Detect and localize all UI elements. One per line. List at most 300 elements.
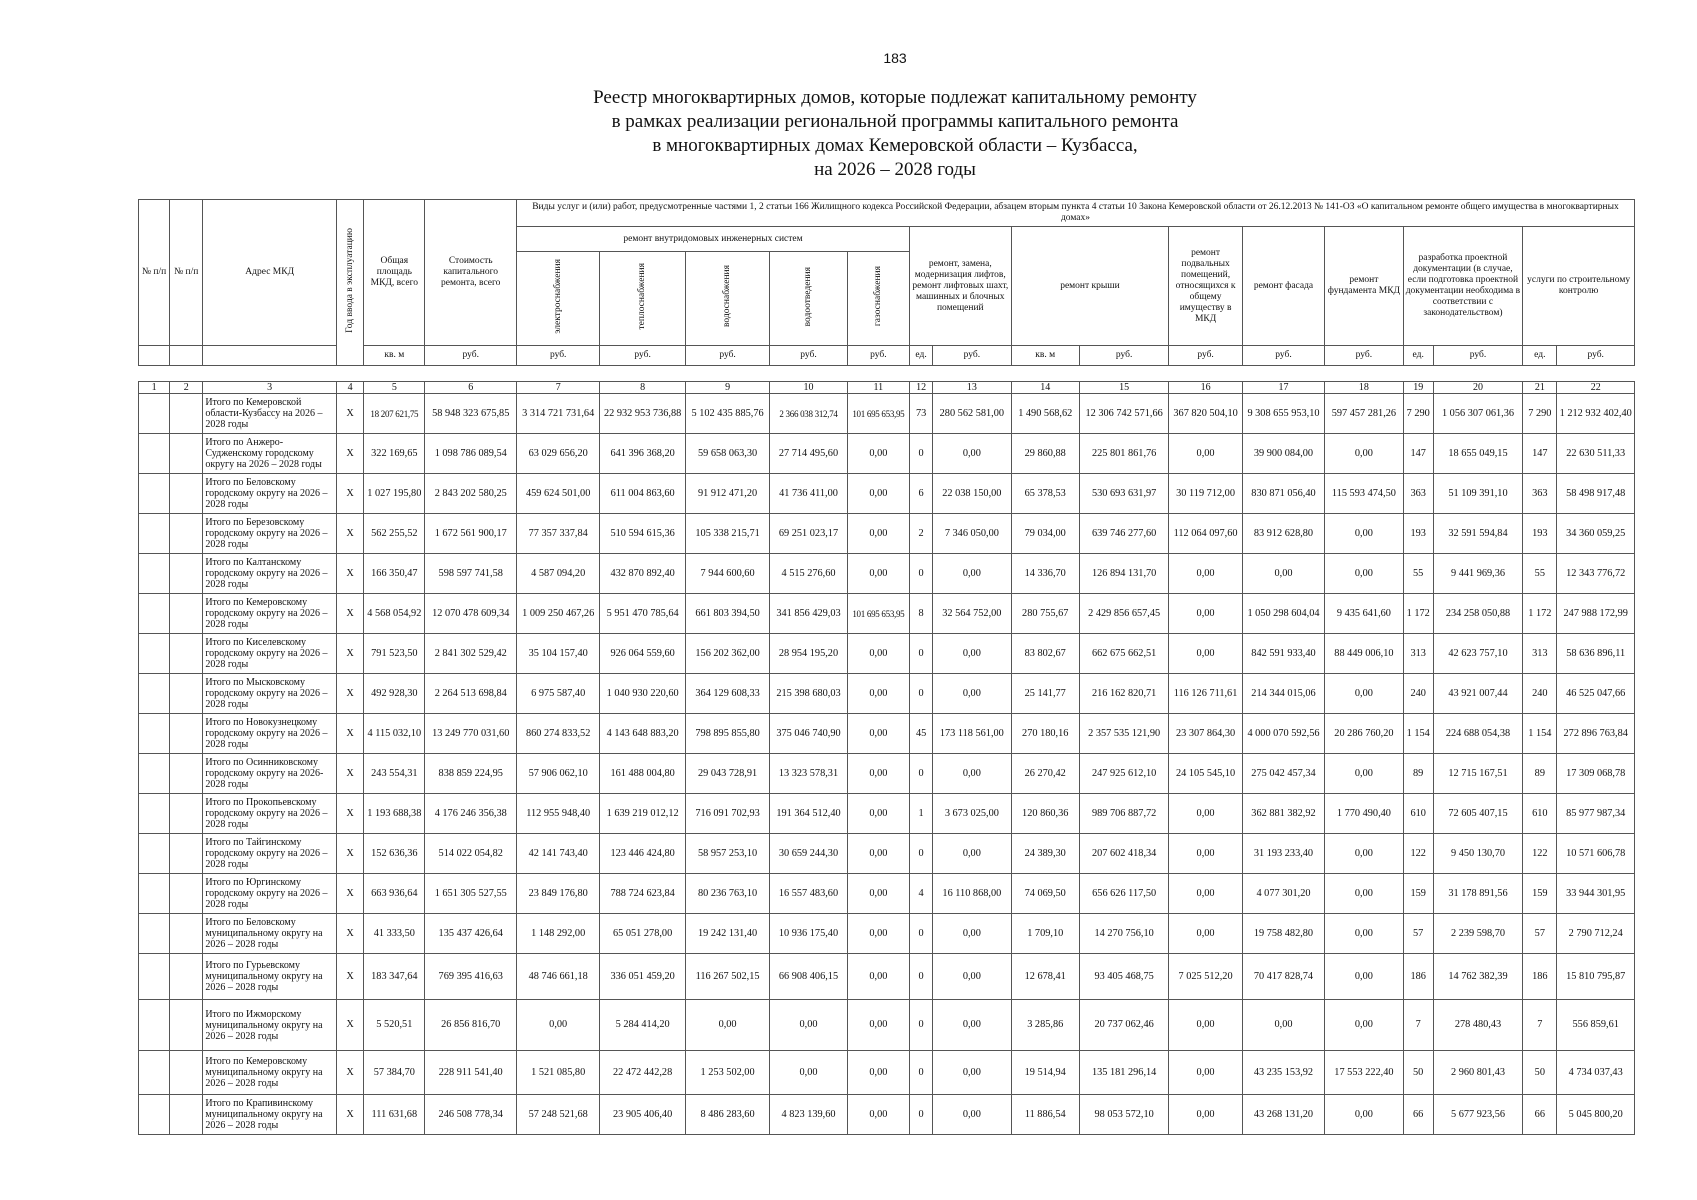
row-value-cell: 74 069,50 [1011, 874, 1079, 914]
row-value-cell [139, 754, 170, 794]
column-number-cell: 8 [600, 382, 685, 394]
row-address-cell: Итого по Новокузнецкому городскому округу на 2026 – 2028 годы [203, 714, 337, 754]
row-value-cell: 9 450 130,70 [1433, 834, 1522, 874]
row-value-cell: Х [337, 954, 364, 1000]
header-foundation: ремонт фундамента МКД [1325, 227, 1403, 346]
row-value-cell: 4 734 037,43 [1557, 1051, 1635, 1095]
row-value-cell: 1 154 [1523, 714, 1557, 754]
row-value-cell: 363 [1523, 474, 1557, 514]
row-value-cell: 1 154 [1403, 714, 1433, 754]
row-value-cell: 186 [1403, 954, 1433, 1000]
row-value-cell: 0,00 [1169, 434, 1242, 474]
row-value-cell: 173 118 561,00 [933, 714, 1011, 754]
row-value-cell [139, 714, 170, 754]
column-number-cell: 11 [847, 382, 909, 394]
header-electric-label: электроснабжения [552, 259, 563, 334]
row-value-cell: 0,00 [1169, 834, 1242, 874]
column-number-cell: 19 [1403, 382, 1433, 394]
row-value-cell [170, 594, 203, 634]
row-value-cell: 830 871 056,40 [1242, 474, 1324, 514]
unit-rub: руб. [1557, 346, 1635, 366]
row-value-cell: 10 571 606,78 [1557, 834, 1635, 874]
row-value-cell: 12 678,41 [1011, 954, 1079, 1000]
row-value-cell: 34 360 059,25 [1557, 514, 1635, 554]
row-value-cell: 0,00 [1325, 514, 1403, 554]
row-value-cell: 19 758 482,80 [1242, 914, 1324, 954]
row-value-cell: 4 176 246 356,38 [425, 794, 516, 834]
column-number-cell: 4 [337, 382, 364, 394]
row-value-cell: 20 737 062,46 [1079, 1000, 1168, 1051]
row-value-cell: 1 172 [1523, 594, 1557, 634]
row-value-cell: 159 [1403, 874, 1433, 914]
row-value-cell: 0,00 [1169, 634, 1242, 674]
row-value-cell: 280 755,67 [1011, 594, 1079, 634]
row-value-cell [139, 434, 170, 474]
unit-rub: руб. [770, 346, 847, 366]
row-value-cell: 101 695 653,95 [847, 594, 909, 634]
row-value-cell: 30 659 244,30 [770, 834, 847, 874]
row-value-cell: 0,00 [847, 834, 909, 874]
row-value-cell: 39 900 084,00 [1242, 434, 1324, 474]
row-value-cell: 375 046 740,90 [770, 714, 847, 754]
row-value-cell: 240 [1403, 674, 1433, 714]
row-value-cell: 0,00 [847, 1051, 909, 1095]
title-line: Реестр многоквартирных домов, которые подлежат капитальному ремонту [593, 87, 1197, 108]
row-value-cell: 50 [1523, 1051, 1557, 1095]
row-value-cell: 16 557 483,60 [770, 874, 847, 914]
row-value-cell: 0 [910, 1095, 933, 1135]
row-value-cell: 66 [1403, 1095, 1433, 1135]
row-value-cell: 4 515 276,60 [770, 554, 847, 594]
row-value-cell: 112 955 948,40 [516, 794, 599, 834]
row-value-cell: 12 070 478 609,34 [425, 594, 516, 634]
row-value-cell: 101 695 653,95 [847, 394, 909, 434]
row-value-cell: 156 202 362,00 [685, 634, 769, 674]
header-heat-label: теплоснабжения [637, 263, 648, 330]
row-value-cell: 79 034,00 [1011, 514, 1079, 554]
row-value-cell: 432 870 892,40 [600, 554, 685, 594]
row-value-cell: 641 396 368,20 [600, 434, 685, 474]
row-value-cell: 14 336,70 [1011, 554, 1079, 594]
row-value-cell: 3 673 025,00 [933, 794, 1011, 834]
table-row [139, 1000, 1635, 1051]
row-value-cell [139, 514, 170, 554]
row-value-cell: 341 856 429,03 [770, 594, 847, 634]
table-header [138, 199, 1635, 366]
unit-rub: руб. [933, 346, 1011, 366]
row-value-cell: 243 554,31 [364, 754, 425, 794]
row-value-cell: 4 [910, 874, 933, 914]
row-value-cell: 0,00 [847, 914, 909, 954]
row-value-cell: 0,00 [933, 1095, 1011, 1135]
column-number-cell: 7 [516, 382, 599, 394]
header-water [685, 252, 769, 346]
row-value-cell: 166 350,47 [364, 554, 425, 594]
row-value-cell [139, 914, 170, 954]
row-value-cell: 27 714 495,60 [770, 434, 847, 474]
row-value-cell: 80 236 763,10 [685, 874, 769, 914]
row-value-cell: 19 242 131,40 [685, 914, 769, 954]
row-value-cell [170, 874, 203, 914]
row-value-cell [139, 474, 170, 514]
row-value-cell: 15 810 795,87 [1557, 954, 1635, 1000]
row-value-cell: 0,00 [685, 1000, 769, 1051]
row-value-cell: 214 344 015,06 [1242, 674, 1324, 714]
row-value-cell: 275 042 457,34 [1242, 754, 1324, 794]
header-basement: ремонт подвальных помещений, относящихся к общему имуществу в МКД [1169, 227, 1242, 346]
row-value-cell: 6 975 587,40 [516, 674, 599, 714]
header-gas [847, 252, 909, 346]
row-value-cell: 860 274 833,52 [516, 714, 599, 754]
row-value-cell: 73 [910, 394, 933, 434]
row-value-cell: 152 636,36 [364, 834, 425, 874]
row-value-cell: Х [337, 434, 364, 474]
row-value-cell: 116 267 502,15 [685, 954, 769, 1000]
row-value-cell: 0 [910, 754, 933, 794]
row-value-cell: 50 [1403, 1051, 1433, 1095]
row-value-cell: 530 693 631,97 [1079, 474, 1168, 514]
table-row [139, 394, 1635, 434]
row-address-cell: Итого по Гурьевскому муниципальному округу на 2026 – 2028 годы [203, 954, 337, 1000]
row-value-cell: 29 043 728,91 [685, 754, 769, 794]
row-value-cell: 23 905 406,40 [600, 1095, 685, 1135]
column-number-cell: 3 [203, 382, 337, 394]
row-value-cell: Х [337, 834, 364, 874]
row-value-cell [170, 634, 203, 674]
row-value-cell: 0,00 [847, 474, 909, 514]
row-value-cell: 57 [1523, 914, 1557, 954]
row-value-cell: 22 630 511,33 [1557, 434, 1635, 474]
row-value-cell: 35 104 157,40 [516, 634, 599, 674]
row-value-cell: 0,00 [933, 1051, 1011, 1095]
row-value-cell: 2 841 302 529,42 [425, 634, 516, 674]
row-value-cell: 247 988 172,99 [1557, 594, 1635, 634]
row-value-cell: 42 623 757,10 [1433, 634, 1522, 674]
row-value-cell: 193 [1403, 514, 1433, 554]
row-value-cell: Х [337, 674, 364, 714]
row-value-cell: 29 860,88 [1011, 434, 1079, 474]
row-value-cell: 0 [910, 434, 933, 474]
row-value-cell: 0,00 [1169, 1051, 1242, 1095]
row-value-cell: 4 587 094,20 [516, 554, 599, 594]
column-number-cell: 1 [139, 382, 170, 394]
row-value-cell: 0,00 [1169, 554, 1242, 594]
column-number-cell: 6 [425, 382, 516, 394]
row-value-cell [139, 634, 170, 674]
row-value-cell: 0,00 [1169, 914, 1242, 954]
row-value-cell [170, 954, 203, 1000]
row-value-cell [170, 1051, 203, 1095]
row-value-cell: Х [337, 874, 364, 914]
row-value-cell: 135 181 296,14 [1079, 1051, 1168, 1095]
row-value-cell: 0 [910, 914, 933, 954]
row-value-cell: 280 562 581,00 [933, 394, 1011, 434]
row-value-cell [139, 954, 170, 1000]
row-value-cell: 48 746 661,18 [516, 954, 599, 1000]
header-roof: ремонт крыши [1011, 227, 1169, 346]
table-row [139, 874, 1635, 914]
row-value-cell: 8 [910, 594, 933, 634]
header-water-label: водоснабжения [722, 265, 733, 328]
row-value-cell: 0,00 [1325, 1000, 1403, 1051]
header-address: Адрес МКД [203, 200, 337, 346]
row-value-cell: 1 056 307 061,36 [1433, 394, 1522, 434]
row-value-cell: 1 672 561 900,17 [425, 514, 516, 554]
row-value-cell: 363 [1403, 474, 1433, 514]
row-value-cell: 0,00 [847, 794, 909, 834]
row-value-cell: 663 936,64 [364, 874, 425, 914]
row-value-cell: 0,00 [933, 1000, 1011, 1051]
row-value-cell: 9 308 655 953,10 [1242, 394, 1324, 434]
row-value-cell: 3 314 721 731,64 [516, 394, 599, 434]
table-row [139, 474, 1635, 514]
row-value-cell: 93 405 468,75 [1079, 954, 1168, 1000]
title-line: на 2026 – 2028 годы [814, 159, 976, 180]
unit-rub: руб. [685, 346, 769, 366]
row-value-cell: 13 249 770 031,60 [425, 714, 516, 754]
row-value-cell: 1 [910, 794, 933, 834]
row-value-cell: 228 911 541,40 [425, 1051, 516, 1095]
row-value-cell: 1 709,10 [1011, 914, 1079, 954]
table-row [139, 434, 1635, 474]
row-value-cell: 91 912 471,20 [685, 474, 769, 514]
row-value-cell: 272 896 763,84 [1557, 714, 1635, 754]
row-value-cell: 0,00 [847, 554, 909, 594]
row-value-cell: 122 [1403, 834, 1433, 874]
header-internal-systems: ремонт внутридомовых инженерных систем [516, 227, 909, 252]
row-value-cell: 1 770 490,40 [1325, 794, 1403, 834]
row-value-cell: 240 [1523, 674, 1557, 714]
row-value-cell: 63 029 656,20 [516, 434, 599, 474]
row-value-cell: 32 591 594,84 [1433, 514, 1522, 554]
row-value-cell: 0,00 [1169, 1000, 1242, 1051]
row-value-cell: 556 859,61 [1557, 1000, 1635, 1051]
row-value-cell: 1 253 502,00 [685, 1051, 769, 1095]
row-value-cell: 2 790 712,24 [1557, 914, 1635, 954]
row-value-cell: 1 050 298 604,04 [1242, 594, 1324, 634]
row-value-cell: 791 523,50 [364, 634, 425, 674]
row-value-cell: 4 000 070 592,56 [1242, 714, 1324, 754]
row-value-cell: 0,00 [933, 634, 1011, 674]
row-value-cell: 72 605 407,15 [1433, 794, 1522, 834]
row-value-cell: 247 925 612,10 [1079, 754, 1168, 794]
row-value-cell: 4 823 139,60 [770, 1095, 847, 1135]
row-value-cell: 0,00 [933, 834, 1011, 874]
row-value-cell [139, 394, 170, 434]
row-value-cell: 135 437 426,64 [425, 914, 516, 954]
row-value-cell: 46 525 047,66 [1557, 674, 1635, 714]
row-value-cell: 28 954 195,20 [770, 634, 847, 674]
row-value-cell: 1 027 195,80 [364, 474, 425, 514]
row-value-cell [170, 834, 203, 874]
row-value-cell: 58 948 323 675,85 [425, 394, 516, 434]
unit-rub: руб. [1433, 346, 1522, 366]
row-value-cell: 0,00 [1325, 754, 1403, 794]
row-value-cell: 30 119 712,00 [1169, 474, 1242, 514]
row-value-cell: 611 004 863,60 [600, 474, 685, 514]
row-value-cell: 838 859 224,95 [425, 754, 516, 794]
row-value-cell: 43 921 007,44 [1433, 674, 1522, 714]
row-value-cell: 2 366 038 312,74 [770, 394, 847, 434]
row-value-cell: 598 597 741,58 [425, 554, 516, 594]
row-value-cell: 639 746 277,60 [1079, 514, 1168, 554]
row-value-cell: 322 169,65 [364, 434, 425, 474]
row-value-cell: 26 856 816,70 [425, 1000, 516, 1051]
row-value-cell: 55 [1523, 554, 1557, 594]
header-num1: № п/п [139, 200, 170, 346]
row-value-cell: Х [337, 514, 364, 554]
row-value-cell: 9 441 969,36 [1433, 554, 1522, 594]
row-address-cell: Итого по Крапивинскому муниципальному округу на 2026 – 2028 годы [203, 1095, 337, 1135]
row-value-cell: 510 594 615,36 [600, 514, 685, 554]
row-value-cell: 0,00 [1325, 554, 1403, 594]
row-value-cell: 0,00 [847, 874, 909, 914]
row-value-cell: 1 490 568,62 [1011, 394, 1079, 434]
row-address-cell: Итого по Ижморскому муниципальному округу на 2026 – 2028 годы [203, 1000, 337, 1051]
row-value-cell: Х [337, 914, 364, 954]
row-value-cell: 0,00 [1169, 794, 1242, 834]
row-value-cell: 0,00 [933, 554, 1011, 594]
row-value-cell: 115 593 474,50 [1325, 474, 1403, 514]
row-address-cell: Итого по Киселевскому городскому округу на 2026 – 2028 годы [203, 634, 337, 674]
row-value-cell: Х [337, 714, 364, 754]
unit-rub: руб. [1169, 346, 1242, 366]
row-value-cell [170, 474, 203, 514]
row-value-cell: 83 802,67 [1011, 634, 1079, 674]
table-row [139, 714, 1635, 754]
row-value-cell: 14 762 382,39 [1433, 954, 1522, 1000]
row-value-cell: 191 364 512,40 [770, 794, 847, 834]
row-address-cell: Итого по Березовскому городскому округу на 2026 – 2028 годы [203, 514, 337, 554]
row-value-cell: 12 715 167,51 [1433, 754, 1522, 794]
unit-rub: руб. [1242, 346, 1324, 366]
row-value-cell [139, 1051, 170, 1095]
row-value-cell: 661 803 394,50 [685, 594, 769, 634]
row-value-cell: 17 553 222,40 [1325, 1051, 1403, 1095]
unit-cell [203, 346, 337, 366]
row-value-cell: 5 951 470 785,64 [600, 594, 685, 634]
header-work-types: Виды услуг и (или) работ, предусмотренные частями 1, 2 статьи 166 Жилищного кодекса Российской Федерации, абзацем вторым пункта 4 статьи 10 Закона Кемеровской области от 26.12.2013 № 141-ОЗ «О капитальном ремонте общего имущества в многоквартирных домах» [516, 200, 1634, 227]
row-value-cell: 55 [1403, 554, 1433, 594]
column-number-cell: 18 [1325, 382, 1403, 394]
row-value-cell [139, 554, 170, 594]
row-value-cell: 186 [1523, 954, 1557, 1000]
row-value-cell: 51 109 391,10 [1433, 474, 1522, 514]
header-year [337, 200, 364, 366]
row-value-cell: 278 480,43 [1433, 1000, 1522, 1051]
data-body [139, 382, 1635, 1135]
unit-ed: ед. [910, 346, 933, 366]
row-value-cell: Х [337, 794, 364, 834]
table-row [139, 594, 1635, 634]
unit-ed: ед. [1523, 346, 1557, 366]
title-line: в многоквартирных домах Кемеровской области – Кузбасса, [652, 135, 1138, 156]
row-value-cell: 17 309 068,78 [1557, 754, 1635, 794]
row-value-cell: 13 323 578,31 [770, 754, 847, 794]
row-value-cell: 2 429 856 657,45 [1079, 594, 1168, 634]
row-value-cell: 7 [1523, 1000, 1557, 1051]
table-row [139, 674, 1635, 714]
row-value-cell: 224 688 054,38 [1433, 714, 1522, 754]
row-address-cell: Итого по Кемеровскому городскому округу на 2026 – 2028 годы [203, 594, 337, 634]
row-value-cell: Х [337, 394, 364, 434]
row-address-cell: Итого по Кемеровскому муниципальному округу на 2026 – 2028 годы [203, 1051, 337, 1095]
row-value-cell: 1 651 305 527,55 [425, 874, 516, 914]
row-value-cell [139, 1000, 170, 1051]
row-value-cell: 0,00 [933, 914, 1011, 954]
table-row [139, 1095, 1635, 1135]
row-value-cell: 2 [910, 514, 933, 554]
header-heat [600, 252, 685, 346]
row-value-cell: 12 343 776,72 [1557, 554, 1635, 594]
unit-sqm: кв. м [1011, 346, 1079, 366]
row-value-cell: 41 333,50 [364, 914, 425, 954]
row-value-cell: 0,00 [933, 674, 1011, 714]
unit-rub: руб. [600, 346, 685, 366]
row-value-cell: 23 307 864,30 [1169, 714, 1242, 754]
row-value-cell: Х [337, 474, 364, 514]
header-num2: № п/п [170, 200, 203, 346]
row-value-cell: 562 255,52 [364, 514, 425, 554]
row-value-cell: 14 270 756,10 [1079, 914, 1168, 954]
header-gas-label: газоснабжения [872, 266, 883, 327]
header-drain [770, 252, 847, 346]
row-value-cell: 0,00 [847, 514, 909, 554]
row-value-cell: 270 180,16 [1011, 714, 1079, 754]
header-cost: Стоимость капитального ремонта, всего [425, 200, 516, 346]
column-number-cell: 15 [1079, 382, 1168, 394]
row-value-cell: 31 178 891,56 [1433, 874, 1522, 914]
header-lifts: ремонт, замена, модернизация лифтов, ремонт лифтовых шахт, машинных и блочных помещений [910, 227, 1012, 346]
table-row [139, 554, 1635, 594]
row-value-cell: 69 251 023,17 [770, 514, 847, 554]
row-value-cell: 7 290 [1403, 394, 1433, 434]
row-value-cell: 57 248 521,68 [516, 1095, 599, 1135]
row-value-cell: 0,00 [847, 1000, 909, 1051]
table-row [139, 754, 1635, 794]
row-value-cell: 12 306 742 571,66 [1079, 394, 1168, 434]
header-facade: ремонт фасада [1242, 227, 1324, 346]
column-number-cell: 9 [685, 382, 769, 394]
row-value-cell: 0,00 [1325, 954, 1403, 1000]
row-value-cell: 5 102 435 885,76 [685, 394, 769, 434]
row-value-cell [170, 434, 203, 474]
row-value-cell: 1 172 [1403, 594, 1433, 634]
unit-cell [139, 346, 170, 366]
row-value-cell: 0 [910, 1051, 933, 1095]
row-value-cell: 597 457 281,26 [1325, 394, 1403, 434]
row-value-cell: 362 881 382,92 [1242, 794, 1324, 834]
row-value-cell: 3 285,86 [1011, 1000, 1079, 1051]
row-value-cell: 610 [1403, 794, 1433, 834]
row-value-cell: 2 264 513 698,84 [425, 674, 516, 714]
unit-rub: руб. [425, 346, 516, 366]
row-value-cell [170, 554, 203, 594]
row-value-cell: 31 193 233,40 [1242, 834, 1324, 874]
row-value-cell: 798 895 855,80 [685, 714, 769, 754]
row-value-cell: 161 488 004,80 [600, 754, 685, 794]
column-number-cell: 21 [1523, 382, 1557, 394]
row-value-cell: 7 025 512,20 [1169, 954, 1242, 1000]
unit-rub: руб. [516, 346, 599, 366]
row-value-cell: 193 [1523, 514, 1557, 554]
unit-rub: руб. [1325, 346, 1403, 366]
row-value-cell [170, 794, 203, 834]
row-value-cell: Х [337, 594, 364, 634]
row-value-cell: 123 446 424,80 [600, 834, 685, 874]
row-value-cell: 5 284 414,20 [600, 1000, 685, 1051]
row-value-cell: 0,00 [1325, 434, 1403, 474]
